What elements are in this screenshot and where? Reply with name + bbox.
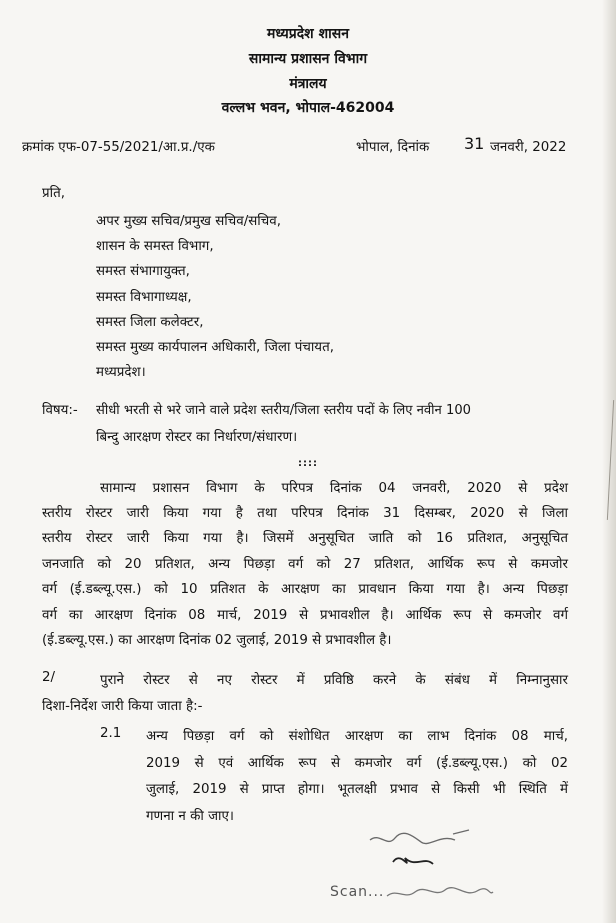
signature-stamp-scribble xyxy=(385,882,495,904)
header-ministry: मंत्रालय xyxy=(289,76,327,92)
place-date-label: भोपाल, दिनांक xyxy=(356,140,430,155)
signature-scribble xyxy=(365,828,475,878)
para21-line: गणना न की जाए। xyxy=(146,809,234,824)
para1-line: वर्ग (ई.डब्ल्यू.एस.) को 10 प्रतिशत के आरक्षण का प्रावधान किया गया है। अन्य पिछड़ा xyxy=(42,582,568,597)
recipient-line: मध्यप्रदेश। xyxy=(96,365,146,380)
reference-number: क्रमांक एफ-07-55/2021/आ.प्र./एक xyxy=(22,140,215,155)
signature-stamp-text: Scan... xyxy=(330,884,385,900)
header-department: सामान्य प्रशासन विभाग xyxy=(248,51,368,67)
para1-line: स्तरीय रोस्टर जारी किया गया है। जिसमें अनुसूचित जाति को 16 प्रतिशत, अनुसूचित xyxy=(42,531,568,546)
para2-number: 2/ xyxy=(42,670,56,685)
date-day: 31 xyxy=(464,134,485,153)
para2-line: पुराने रोस्टर से नए रोस्टर में प्रविष्ठि करने के संबंध में निम्नानुसार xyxy=(100,673,568,688)
subject-line: बिन्दु आरक्षण रोस्टर का निर्धारण/संधारण। xyxy=(96,430,298,445)
recipient-line: शासन के समस्त विभाग, xyxy=(96,239,214,254)
header-govt: मध्यप्रदेश शासन xyxy=(267,26,349,42)
recipients-label: प्रति, xyxy=(42,186,65,201)
para21-line: 2019 से एवं आर्थिक रूप से कमजोर वर्ग (ई.डब्ल्यू.एस.) को 02 xyxy=(146,756,568,771)
para21-number: 2.1 xyxy=(100,726,122,741)
para2-line: दिशा-निर्देश जारी किया जाता है:- xyxy=(42,699,203,714)
paper-edge xyxy=(602,0,616,923)
para1-line: सामान्य प्रशासन विभाग के परिपत्र दिनांक 04 जनवरी, 2020 से प्रदेश xyxy=(100,481,568,496)
subject-label: विषय:- xyxy=(42,403,78,418)
recipient-line: समस्त संभागायुक्त, xyxy=(96,264,190,279)
recipient-line: समस्त जिला कलेक्टर, xyxy=(96,315,204,330)
subject-line: सीधी भरती से भरे जाने वाले प्रदेश स्तरीय/जिला स्तरीय पदों के लिए नवीन 100 xyxy=(96,403,471,418)
recipient-line: समस्त मुख्य कार्यपालन अधिकारी, जिला पंचायत, xyxy=(96,340,334,355)
para1-line: जनजाति को 20 प्रतिशत, अन्य पिछड़ा वर्ग को 27 प्रतिशत, आर्थिक रूप से कमजोर xyxy=(42,557,568,572)
date-month-year: जनवरी, 2022 xyxy=(490,140,567,155)
recipient-line: अपर मुख्य सचिव/प्रमुख सचिव/सचिव, xyxy=(96,214,281,229)
para1-line: स्तरीय रोस्टर जारी किया गया है तथा परिपत्र दिनांक 31 दिसम्बर, 2020 से जिला xyxy=(42,506,568,521)
separator: :::: xyxy=(298,458,318,469)
para1-line: वर्ग का आरक्षण दिनांक 08 मार्च, 2019 से प्रभावशील है। आर्थिक रूप से कमजोर वर्ग xyxy=(42,608,568,623)
header-address: वल्लभ भवन, भोपाल-462004 xyxy=(221,100,395,116)
para21-line: अन्य पिछड़ा वर्ग को संशोधित आरक्षण का लाभ दिनांक 08 मार्च, xyxy=(146,729,568,744)
para1-line: (ई.डब्ल्यू.एस.) का आरक्षण दिनांक 02 जुलाई, 2019 से प्रभावशील है। xyxy=(42,633,392,648)
recipient-line: समस्त विभागाध्यक्ष, xyxy=(96,290,192,305)
paper-fold-line xyxy=(607,400,614,520)
para21-line: जुलाई, 2019 से प्राप्त होगा। भूतलक्षी प्रभाव से किसी भी स्थिति में xyxy=(146,782,568,797)
